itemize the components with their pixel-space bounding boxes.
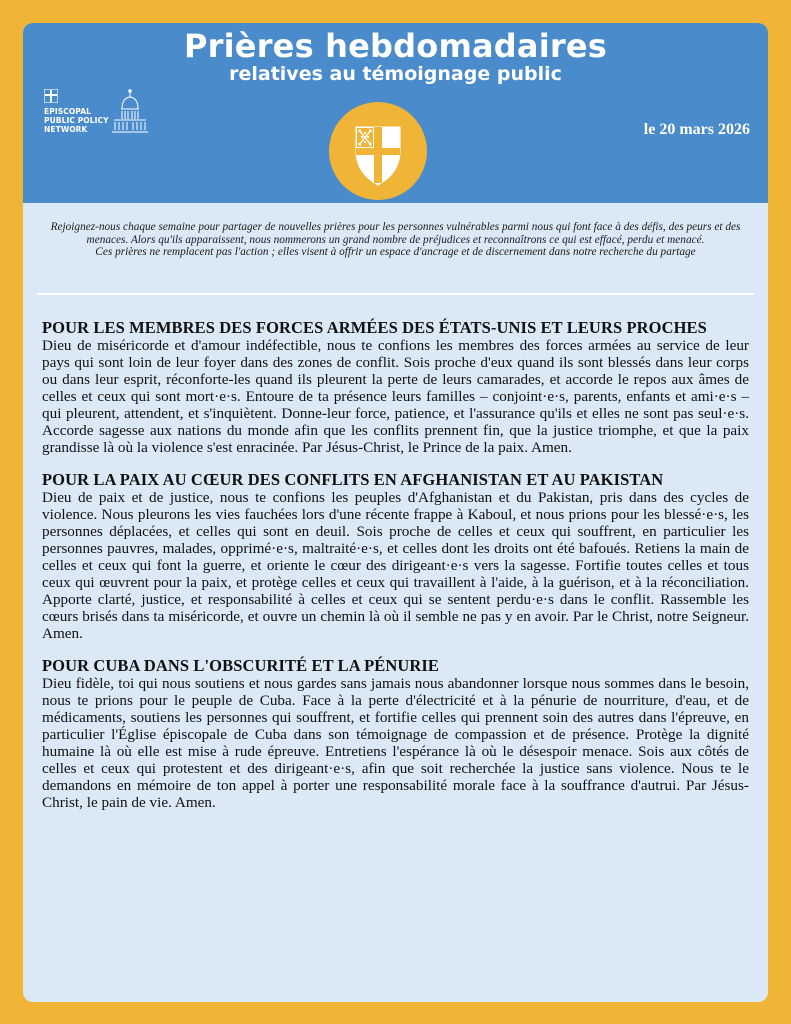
prayer-section bbox=[42, 657, 749, 811]
divider bbox=[37, 293, 754, 295]
intro-text bbox=[43, 221, 748, 259]
intro-disclaimer: Ces prières ne remplacent pas l'action ; elles visent à offrir un espace d'ancrage et de discernement dans notre recherche du partage bbox=[95, 246, 696, 259]
prayer-title: POUR LES MEMBRES DES FORCES ARMÉES DES ÉTATS-UNIS ET LEURS PROCHES bbox=[42, 318, 707, 337]
capitol-dome-icon bbox=[112, 89, 148, 135]
prayer-section bbox=[42, 319, 749, 456]
prayer-title: POUR LA PAIX AU CŒUR DES CONFLITS EN AFGHANISTAN ET AU PAKISTAN bbox=[42, 470, 664, 489]
issue-date: le 20 mars 2026 bbox=[643, 121, 750, 138]
header-banner bbox=[23, 23, 768, 203]
page-title: Prières hebdomadaires bbox=[184, 27, 607, 65]
episcopal-cross-icon bbox=[44, 89, 58, 103]
prayer-sheet bbox=[23, 23, 768, 1002]
prayer-text: Dieu de miséricorde et d'amour indéfectible, nous te confions les membres des forces armées au service de leur pays qui sont loin de leur foyer dans des zones de conflit. Sois proche d'eux quand ils sont blessés dans leur corps ou dans leur esprit, réconforte-les quand ils pleurent la perte de leurs camarades, et accorde le repos aux âmes de celles et ceux qui sont mort·e·s. Entoure de ta présence leurs familles – conjoint·e·s, parents, enfants et ami·e·s – qui pleurent, attendent, et s'inquiètent. Donne-leur force, patience, et l'assurance qu'ils et elles ne sont pas seul·e·s. Accorde sagesse aux nations du monde afin que les conflits prennent fin, que la justice triomphe, et que la paix grandisse là où la violence s'est enracinée. Par Jésus-Christ, le Prince de la paix. Amen. bbox=[42, 337, 749, 456]
episcopal-shield-icon bbox=[328, 101, 428, 201]
logo-line-1: EPISCOPAL bbox=[44, 107, 91, 116]
prayer-text: Dieu de paix et de justice, nous te confions les peuples d'Afghanistan et du Pakistan, pris dans des cycles de violence. Nous pleurons les vies fauchées lors d'une récente frappe à Kaboul, et nous prions pour les blessé·e·s, les personnes déplacées, et celles qui sont en deuil. Sois proche de celles et ceux qui souffrent, en particulier les personnes pauvres, malades, opprimé·e·s, maltraité·e·s, et celles dont les droits ont été bafoués. Retiens la main de celles et ceux qui font la guerre, et oriente le cœur des dirigeant·e·s vers la sagesse. Fortifie toutes celles et tous ceux qui œuvrent pour la paix, et protège celles et ceux qui travaillent à l'aide, à la guérison, et à la réconciliation. Apporte clarté, justice, et responsabilité à celles et ceux qui se sentent perdu·e·s dans le conflit. Rassemble les cœurs brisés dans ta miséricorde, et ouvre un chemin là où il semble ne pas y en avoir. Par le Christ, notre Seigneur. Amen. bbox=[42, 489, 749, 642]
prayer-section bbox=[42, 471, 749, 642]
logo-line-2: PUBLIC POLICY bbox=[44, 116, 109, 125]
prayer-title: POUR CUBA DANS L'OBSCURITÉ ET LA PÉNURIE bbox=[42, 656, 440, 675]
page-subtitle: relatives au témoignage public bbox=[229, 63, 562, 85]
eppn-logo bbox=[42, 87, 152, 145]
logo-line-3: NETWORK bbox=[44, 125, 88, 134]
prayer-text: Dieu fidèle, toi qui nous soutiens et nous gardes sans jamais nous abandonner lorsque nous sommes dans le besoin, nous te prions pour le peuple de Cuba. Face à la perte d'électricité et à la pénurie de nourriture, d'eau, et de médicaments, soutiens les personnes qui souffrent, et fortifie celles qui prennent soin des autres dans l'épreuve, en particulier l'Église épiscopale de Cuba dans son témoignage de compassion et de présence. Protège la dignité humaine là où elle est mise à rude épreuve. Entretiens l'espérance là où le désespoir menace. Sois aux côtés de celles et ceux qui protestent et des dirigeant·e·s, afin que soit recherchée la justice sans violence. Nous te le demandons en mémoire de ton appel à porter une responsabilité morale face à la souffrance d'autrui. Par Jésus-Christ, le pain de vie. Amen. bbox=[42, 675, 749, 811]
prayers-list bbox=[42, 319, 749, 826]
intro-paragraph: Rejoignez-nous chaque semaine pour partager de nouvelles prières pour les personnes vulnérables parmi nous qui font face à des défis, des peurs et des menaces. Alors qu'ils apparaissent, nous nommerons un grand nombre de préjudices et reconnaîtrons ce qui est effacé, perdu et menacé. bbox=[50, 221, 741, 246]
